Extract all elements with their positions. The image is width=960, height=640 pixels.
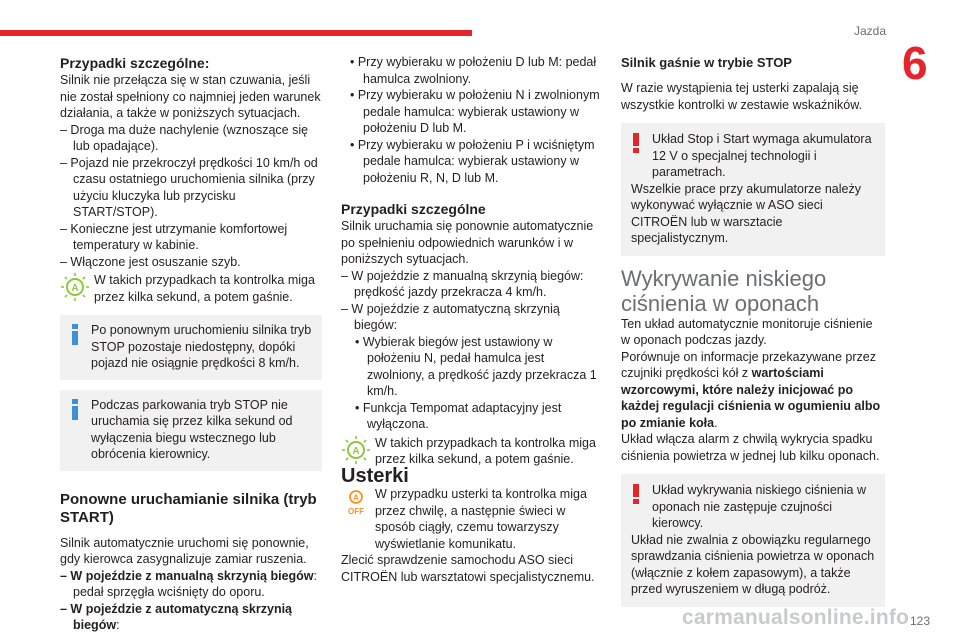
page-number: 123 — [909, 614, 930, 628]
heading-engine-stalls: Silnik gaśnie w trybie STOP — [621, 55, 792, 70]
stop-start-off-lamp-icon — [341, 486, 371, 516]
warning-box — [621, 123, 885, 256]
paragraph: W razie wystąpienia tej usterki zapalają się wszystkie kontrolki w zestawie wskaźników. — [621, 81, 863, 112]
info-icon — [72, 399, 78, 420]
column-1 — [60, 54, 322, 634]
warning-text: Układ wykrywania niskiego ciśnienia w oponach nie zastępuje czujności kierowcy. — [652, 483, 866, 530]
heading-faults: Usterki — [341, 464, 409, 487]
paragraph: Silnik uruchamia się ponownie automatycznie po spełnieniu odpowiednich warunków i w poniższych sytuacjach. — [341, 219, 594, 266]
info-text: Podczas parkowania tryb STOP nie uruchamia się przez kilka sekund od wyłączenia biegu wstecznego lub obrócenia kierownicy. — [91, 397, 293, 461]
paragraph: Silnik nie przełącza się w stan czuwania, jeśli nie został spełniony co najmniej jeden warunek działania, a także w poniższych sytuacjach. — [60, 73, 321, 120]
warning-icon — [633, 484, 639, 504]
paragraph: Silnik automatycznie uruchomi się ponownie, gdy kierowca zasygnalizuje zamiar ruszenia. — [60, 535, 309, 566]
heading-tyre-pressure: Wykrywanie niskiego ciśnienia w oponach — [621, 265, 827, 316]
auto-label: – W pojeździe z automatyczną skrzynią biegów — [60, 601, 293, 632]
heading-special-cases-2: Przypadki szczególne — [341, 201, 486, 217]
off-label: OFF — [348, 507, 364, 516]
off-lamp-note — [341, 486, 603, 552]
manual-text: : pedał sprzęgła wciśnięty do oporu. — [73, 568, 318, 599]
warning-icon — [633, 133, 639, 153]
svg-text:A: A — [353, 493, 359, 503]
list-item: – Konieczne jest utrzymanie komfortowej temperatury w kabinie. — [60, 221, 288, 252]
paragraph — [621, 349, 885, 432]
warning-text: Układ Stop i Start wymaga akumulatora 12 V o specjalnej technologii i parametrach. — [652, 132, 872, 179]
bold-text: wartościami wzorcowymi, które należy inicjować po każdej regulacji ciśnienia w ogumieniu albo po zmianie koła — [621, 366, 881, 430]
bullet-item: • Przy wybieraku w położeniu N i zwolnionym pedale hamulca: wybierak ustawiony w położeniu D lub M. — [350, 88, 600, 135]
info-box — [60, 315, 322, 380]
text: Porównuje on informacje przekazywane przez czujniki prędkości kół z — [621, 349, 876, 380]
bullet-item: • Wybierak biegów jest ustawiony w położeniu N, pedał hamulca jest zwolniony, a prędkość jazdy przekracza 1 km/h. — [355, 334, 597, 398]
bullet-item: • Przy wybieraku w położeniu P i wciśniętym pedale hamulca: wybierak ustawiony w położeniu R, N, D lub M. — [350, 137, 595, 185]
info-icon — [72, 324, 78, 345]
warning-text: Wszelkie prace przy akumulatorze należy wykonywać wyłącznie w ASO sieci CITROËN lub w warsztacie specjalistycznym. — [631, 181, 861, 245]
stop-start-lamp-icon — [341, 435, 371, 465]
lamp-text: W takich przypadkach ta kontrolka miga przez kilka sekund, a potem gaśnie. — [94, 273, 315, 304]
fault-text: W przypadku usterki ta kontrolka miga przez chwilę, a następnie świeci w sposób ciągły, czemu towarzyszy wyświetlanie komunikatu. — [375, 487, 587, 551]
chapter-number: 6 — [902, 37, 928, 89]
lamp-note — [60, 272, 322, 305]
header-accent-bar — [0, 30, 472, 36]
list-item: – W pojeździe z manualną skrzynią biegów: prędkość jazdy przekracza 4 km/h. — [341, 268, 584, 299]
column-3 — [621, 54, 885, 617]
bullet-item: • Funkcja Tempomat adaptacyjny jest wyłączona. — [355, 400, 562, 431]
info-box — [60, 390, 322, 471]
heading-special-cases: Przypadki szczególne: — [60, 55, 210, 71]
warning-text: Układ nie zwalnia z obowiązku regularnego sprawdzania ciśnienia powietrza w oponach (włącznie z kołem zapasowym), a także przed wyruszeniem w długą podróż. — [631, 532, 875, 596]
lamp-note — [341, 435, 603, 468]
svg-text:A: A — [71, 283, 79, 294]
list-item: – Pojazd nie przekroczył prędkości 10 km/h od czasu ostatniego uruchomienia silnika (przy użyciu kluczyka lub przycisku START/STOP). — [60, 155, 318, 219]
list-item — [60, 568, 322, 601]
paragraph: Ten układ automatycznie monitoruje ciśnienie w oponach podczas jazdy. — [621, 316, 873, 347]
section-title: Jazda — [853, 24, 886, 38]
list-item: – Droga ma duże nachylenie (wznoszące się lub opadające). — [60, 122, 309, 153]
paragraph: Układ włącza alarm z chwilą wykrycia spadku ciśnienia powietrza w jednej lub kilku oponach. — [621, 432, 880, 463]
heading-restart: Ponowne uruchamianie silnika (tryb START) — [60, 490, 317, 526]
list-item: – W pojeździe z automatyczną skrzynią biegów: — [341, 301, 560, 332]
stop-start-lamp-icon — [60, 272, 90, 302]
lamp-text: W takich przypadkach ta kontrolka miga przez kilka sekund, a potem gaśnie. — [375, 435, 596, 466]
auto-text: : — [116, 618, 120, 632]
info-text: Po ponownym uruchomieniu silnika tryb STOP pozostaje niedostępny, dopóki pojazd nie osiągnie prędkości 8 km/h. — [91, 323, 312, 370]
watermark: carmanualsonline.info — [682, 606, 910, 629]
list-item: – Włączone jest osuszanie szyb. — [60, 254, 241, 269]
list-item — [60, 601, 322, 634]
manual-label: – W pojeździe z manualną skrzynią biegów — [60, 568, 314, 583]
svg-text:A: A — [352, 445, 360, 457]
text: . — [714, 415, 718, 430]
paragraph: Zlecić sprawdzenie samochodu ASO sieci CITROËN lub warsztatowi specjalistycznemu. — [341, 553, 595, 584]
column-2 — [341, 54, 603, 585]
bullet-item: • Przy wybieraku w położeniu D lub M: pedał hamulca zwolniony. — [350, 55, 597, 86]
warning-box — [621, 474, 885, 607]
